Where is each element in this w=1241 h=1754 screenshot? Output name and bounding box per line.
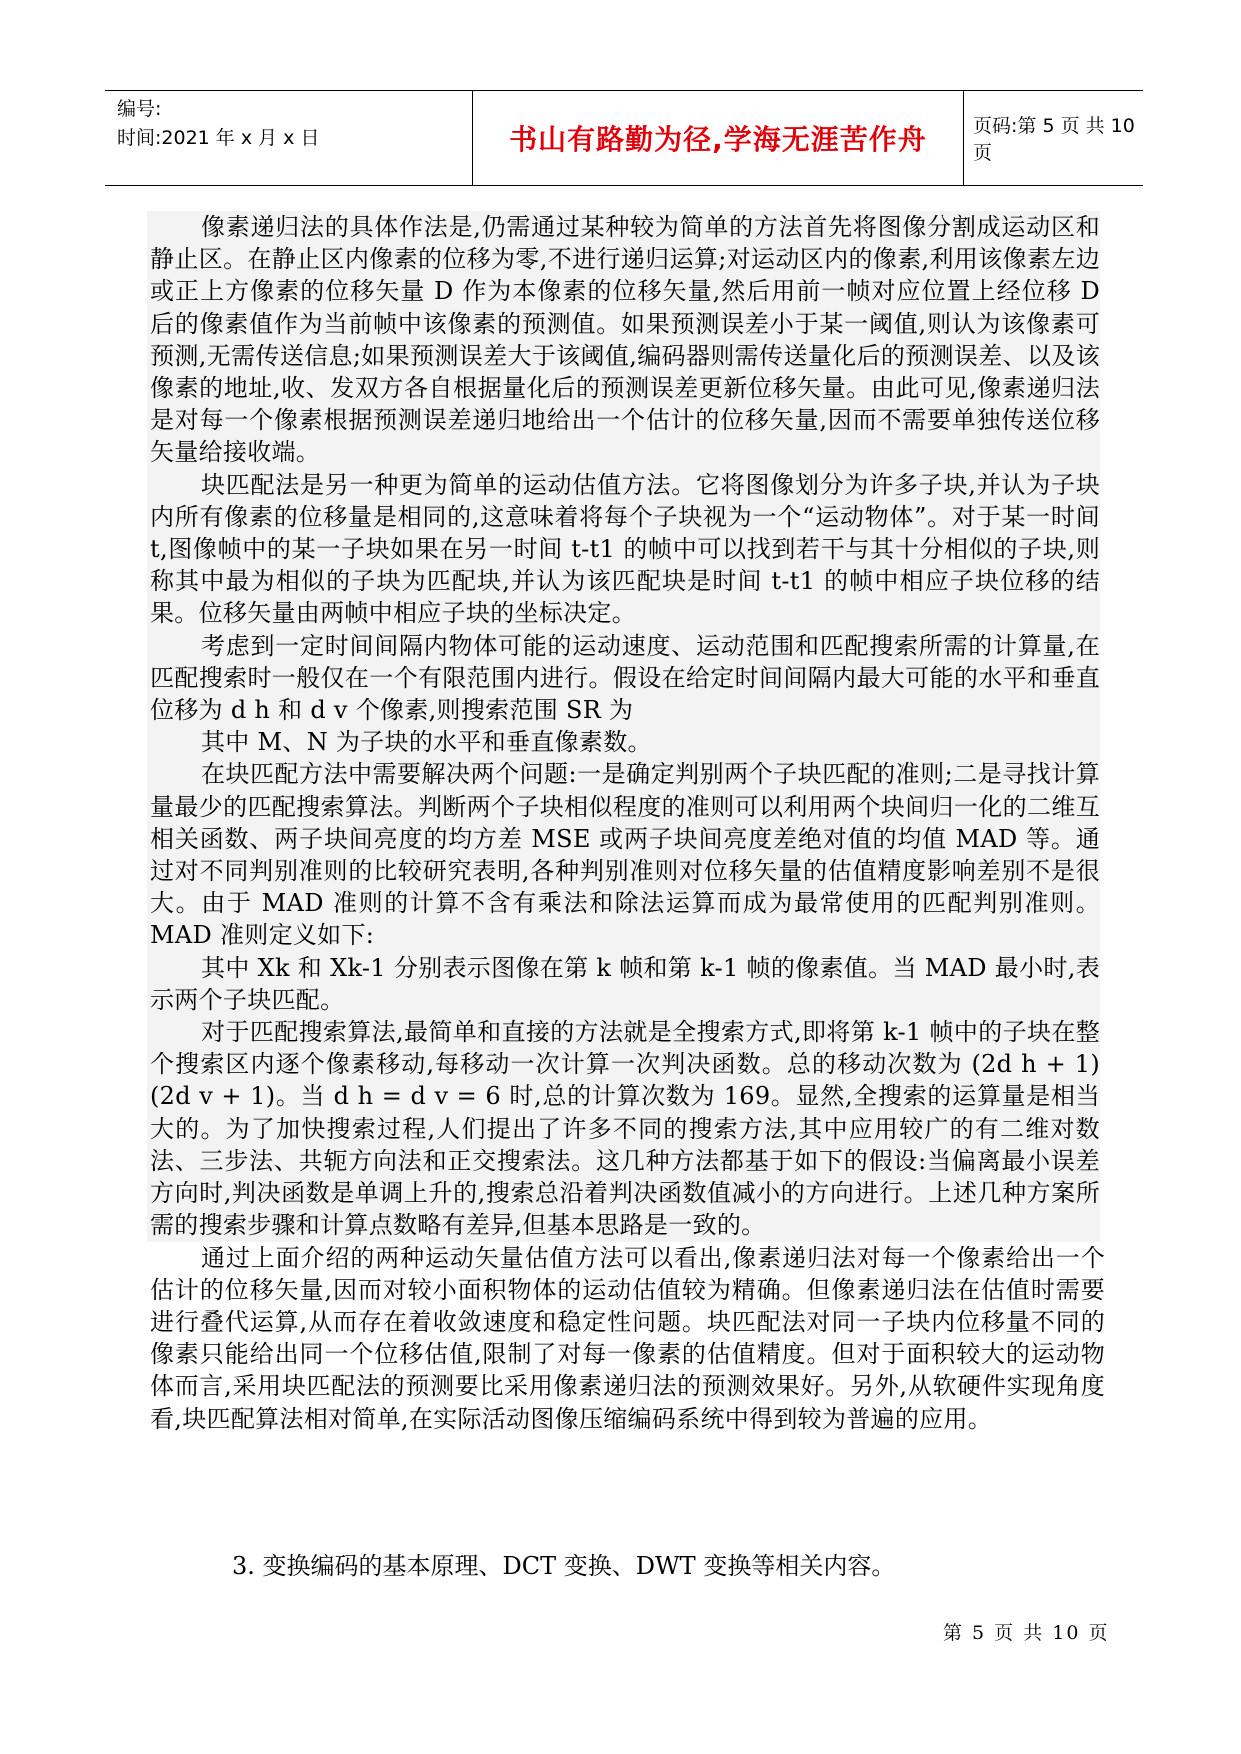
document-number-label: 编号: bbox=[117, 98, 162, 120]
paragraph-search-algorithms: 对于匹配搜索算法,最简单和直接的方法就是全搜索方式,即将第 k-1 帧中的子块在整个搜索区内逐个像素移动,每移动一次计算一次判决函数。总的移动次数为 (2d h + 1)(2d v + 1)。当 d h = d v = 6 时,总的计算次数为 169。显然,全搜索的运算量是相当大的。为了加快搜索过程,人们提出了许多不同的搜索方法,其中应用较广的有二维对数法、三步法、共轭方向法和正交搜索法。这几种方法都基于如下的假设:当偏离最小误差方向时,判决函数是单调上升的,搜索总沿着判决函数值减小的方向进行。上述几种方案所需的搜索步骤和计算点数略有差异,但基本思路是一致的。 bbox=[150, 1018, 1100, 1240]
page-header bbox=[105, 90, 1143, 186]
header-page-number: 页码:第 5 页 共 10 页 bbox=[973, 115, 1135, 164]
header-motto: 书山有路勤为径,学海无涯苦作舟 bbox=[472, 91, 964, 185]
paragraph-matching-criteria: 在块匹配方法中需要解决两个问题:一是确定判别两个子块匹配的准则;二是寻找计算量最少的匹配搜索算法。判断两个子块相似程度的准则可以利用两个块间归一化的二维互相关函数、两子块间亮度的均方差 MSE 或两子块间亮度差绝对值的均值 MAD 等。通过对不同判别准则的比较研究表明,各种判别准则对位移矢量的估值精度影响差别不是很大。由于 MAD 准则的计算不含有乘法和除法运算而成为最常使用的匹配判别准则。MAD 准则定义如下: bbox=[150, 760, 1100, 950]
header-meta bbox=[117, 95, 467, 153]
document-time-label: 时间:2021 年 x 月 x 日 bbox=[117, 127, 320, 149]
paragraph-mn-definition: 其中 M、N 为子块的水平和垂直像素数。 bbox=[201, 728, 652, 757]
footer-page-number: 第 5 页 共 10 页 bbox=[943, 1622, 1110, 1644]
paragraph-search-range: 考虑到一定时间间隔内物体可能的运动速度、运动范围和匹配搜索所需的计算量,在匹配搜索时一般仅在一个有限范围内进行。假设在给定时间间隔内最大可能的水平和垂直位移为 d h 和 d v 个像素,则搜索范围 SR 为 bbox=[150, 631, 1100, 725]
paragraph-block-matching: 块匹配法是另一种更为简单的运动估值方法。它将图像划分为许多子块,并认为子块内所有像素的位移量是相同的,这意味着将每个子块视为一个“运动物体”。对于某一时间 t,图像帧中的某一子块如果在另一时间 t-t1 的帧中可以找到若干与其十分相似的子块,则称其中最为相似的子块为匹配块,并认为该匹配块是时间 t-t1 的帧中相应子块位移的结果。位移矢量由两帧中相应子块的坐标决定。 bbox=[150, 470, 1100, 628]
paragraph-mad-definition: 其中 Xk 和 Xk-1 分别表示图像在第 k 帧和第 k-1 帧的像素值。当 MAD 最小时,表示两个子块匹配。 bbox=[150, 953, 1100, 1014]
shaded-text-block bbox=[147, 211, 1100, 1242]
paragraph-comparison: 通过上面介绍的两种运动矢量估值方法可以看出,像素递归法对每一个像素给出一个估计的位移矢量,因而对较小面积物体的运动估值较为精确。但像素递归法在估值时需要进行叠代运算,从而存在着收敛速度和稳定性问题。块匹配法对同一子块内位移量不同的像素只能给出同一个位移估值,限制了对每一像素的估值精度。但对于面积较大的运动物体而言,采用块匹配法的预测要比采用像素递归法的预测效果好。另外,从软硬件实现角度看,块匹配算法相对简单,在实际活动图像压缩编码系统中得到较为普遍的应用。 bbox=[150, 1243, 1105, 1433]
document-body bbox=[150, 211, 1105, 1435]
paragraph-pixel-recursion: 像素递归法的具体作法是,仍需通过某种较为简单的方法首先将图像分割成运动区和静止区。在静止区内像素的位移为零,不进行递归运算;对运动区内的像素,利用该像素左边或正上方像素的位移矢量 D 作为本像素的位移矢量,然后用前一帧对应位置上经位移 D 后的像素值作为当前帧中该像素的预测值。如果预测误差小于某一阈值,则认为该像素可预测,无需传送信息;如果预测误差大于该阈值,编码器则需传送量化后的预测误差、以及该像素的地址,收、发双方各自根据量化后的预测误差更新位移矢量。由此可见,像素递归法是对每一个像素根据预测误差递归地给出一个估计的位移矢量,因而不需要单独传送位移矢量给接收端。 bbox=[150, 213, 1100, 467]
section-heading-3: 3. 变换编码的基本原理、DCT 变换、DWT 变换等相关内容。 bbox=[232, 1552, 896, 1580]
